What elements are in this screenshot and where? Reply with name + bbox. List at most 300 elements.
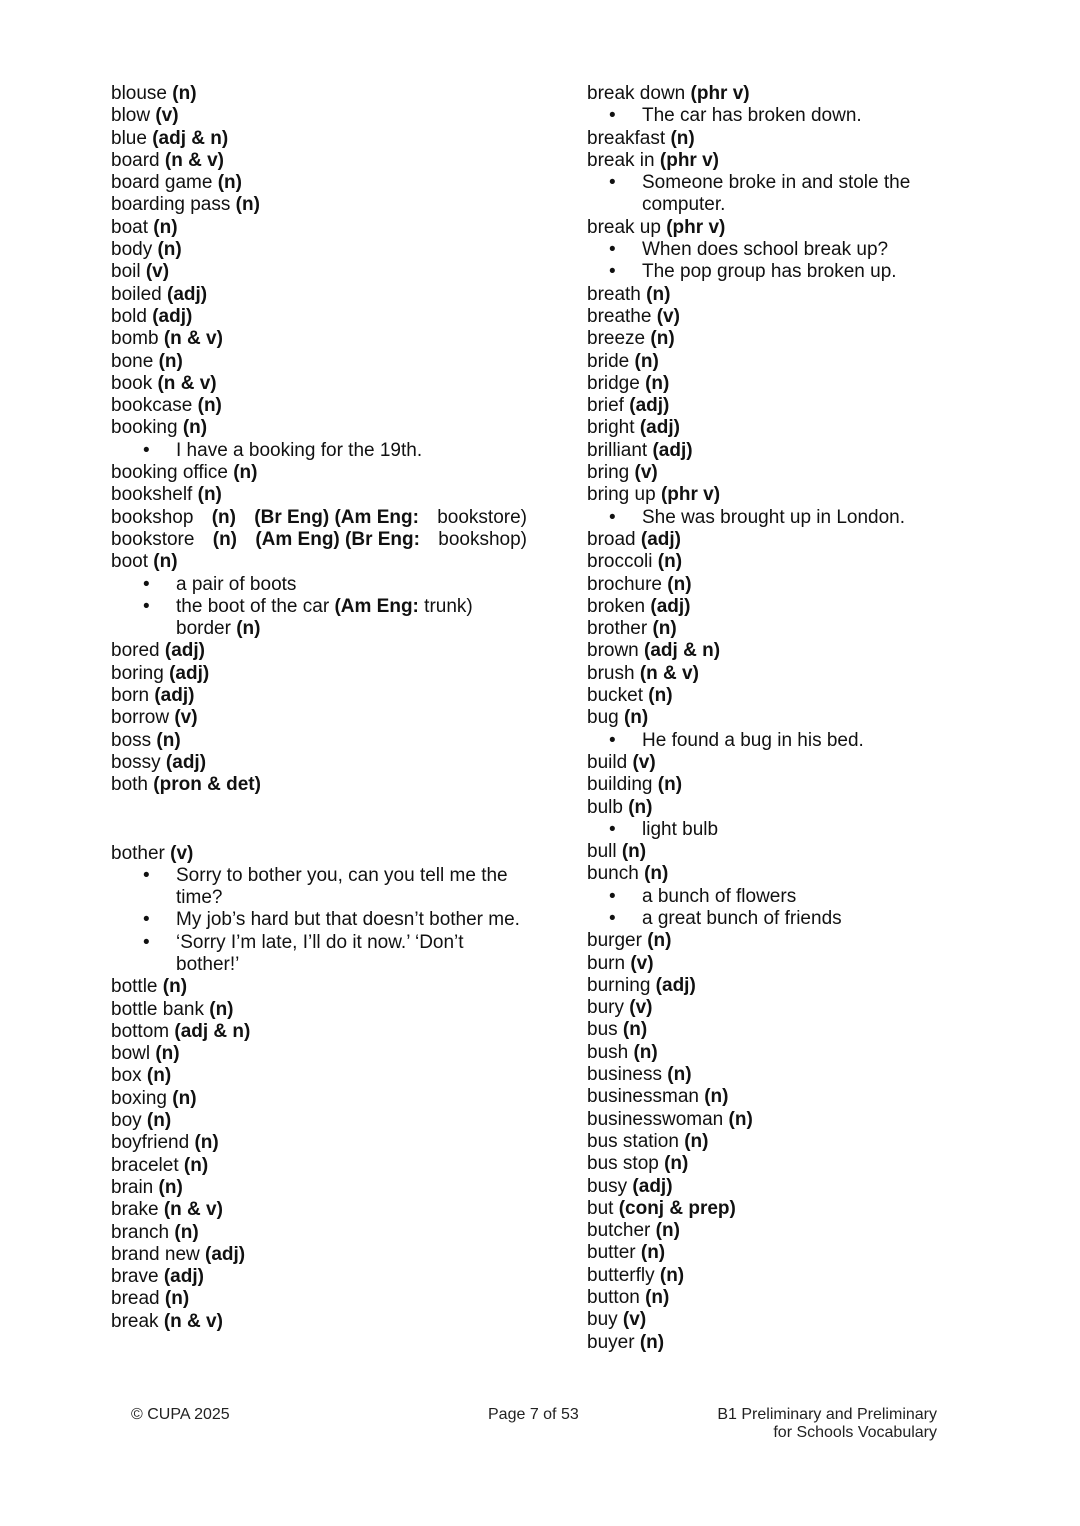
entry-word: broad (587, 528, 636, 550)
entry-part-of-speech: (n) (217, 172, 242, 194)
vocab-entry (111, 1244, 531, 1266)
entry-word: bossy (111, 751, 161, 773)
vocab-entry (111, 484, 531, 506)
entry-part-of-speech: (n) (640, 1242, 666, 1264)
vocab-entry (111, 1043, 531, 1065)
vocab-entry (587, 1265, 987, 1287)
entry-word: bright (587, 417, 635, 439)
entry-word: building (587, 774, 653, 796)
vocab-entry (111, 284, 531, 306)
entry-part-of-speech: (n) (659, 1264, 685, 1286)
entry-part-of-speech: (adj) (652, 439, 693, 461)
example-bullet: • ‘Sorry I’m late, I’ll do it now.’ ‘Don’t bother!’ (111, 932, 531, 977)
entry-word: bury (587, 997, 624, 1019)
entry-part-of-speech: (n) (155, 1043, 180, 1065)
entry-part-of-speech: (adj) (152, 305, 193, 327)
vocab-entry (587, 997, 987, 1019)
vocab-entry (587, 1019, 987, 1041)
entry-variant-word: bookshop) (438, 528, 527, 550)
entry-word: bookstore (111, 528, 195, 550)
entry-word: bomb (111, 328, 159, 350)
vocab-entry (111, 999, 531, 1021)
vocabulary-column-left (111, 83, 531, 1333)
vocab-entry (111, 1288, 531, 1310)
entry-part-of-speech: (n) (194, 1132, 219, 1154)
entry-part-of-speech: (n & v) (163, 1310, 223, 1332)
entry-part-of-speech: (adj) (154, 685, 195, 707)
vocab-entry (587, 1064, 987, 1086)
entry-word: build (587, 751, 628, 773)
entry-word: board game (111, 172, 213, 194)
vocab-entry (587, 685, 987, 707)
entry-part-of-speech: (n) (212, 528, 238, 550)
entry-word: businesswoman (587, 1108, 724, 1130)
footer-page-number: Page 7 of 53 (488, 1406, 579, 1423)
vocab-entry (111, 1266, 531, 1288)
entry-word: buyer (587, 1331, 635, 1353)
entry-word: body (111, 239, 153, 261)
entry-part-of-speech: (n) (645, 1287, 670, 1309)
vocab-entry (587, 707, 987, 729)
entry-word: borrow (111, 707, 170, 729)
entry-word: breathe (587, 305, 652, 327)
vocab-entry (587, 128, 987, 150)
entry-word: bring (587, 462, 630, 484)
vocab-entry (111, 1155, 531, 1177)
entry-part-of-speech: (n) (197, 395, 222, 417)
entry-word: butter (587, 1242, 636, 1264)
vocab-entry (587, 484, 987, 506)
entry-part-of-speech: (phr v) (660, 484, 721, 506)
entry-part-of-speech: (adj) (165, 751, 207, 773)
entry-word: brush (587, 662, 635, 684)
entry-word: booking (111, 417, 178, 439)
entry-part-of-speech: (n) (197, 484, 222, 506)
entry-word: bookcase (111, 395, 193, 417)
entry-part-of-speech: (n) (648, 685, 673, 707)
entry-part-of-speech: (n) (652, 618, 677, 640)
entry-part-of-speech: (n) (664, 1153, 689, 1175)
entry-part-of-speech: (n) (644, 863, 669, 885)
entry-word: boring (111, 662, 164, 684)
entry-word: bus stop (587, 1153, 659, 1175)
example-bullet: • a great bunch of friends (587, 908, 987, 930)
example-bullet: • I have a booking for the 19th. (111, 440, 531, 462)
vocab-entry (111, 1132, 531, 1154)
entry-word: bucket (587, 685, 643, 707)
entry-word: book (111, 372, 153, 394)
entry-part-of-speech: (adj & n) (644, 640, 721, 662)
vocab-entry (587, 1131, 987, 1153)
vocab-entry (111, 551, 531, 573)
entry-word: bracelet (111, 1154, 179, 1176)
entry-word: blue (111, 127, 147, 149)
entry-word: buy (587, 1309, 618, 1331)
entry-word: blow (111, 105, 151, 127)
vocab-entry (587, 863, 987, 885)
entry-word: bride (587, 350, 630, 372)
entry-part-of-speech: (n) (162, 976, 188, 998)
entry-part-of-speech: (n) (728, 1108, 753, 1130)
entry-part-of-speech: (n) (646, 283, 671, 305)
entry-part-of-speech: (v) (630, 952, 654, 974)
vocab-entry (111, 128, 531, 150)
vocab-entry (111, 1222, 531, 1244)
entry-word: broccoli (587, 551, 653, 573)
entry-word: butterfly (587, 1264, 655, 1286)
entry-word: broken (587, 595, 646, 617)
entry-part-of-speech: (v) (656, 305, 680, 327)
entry-part-of-speech: (n) (153, 551, 178, 573)
entry-word: busy (587, 1175, 628, 1197)
vocab-entry (587, 1109, 987, 1131)
entry-word: bring up (587, 484, 656, 506)
example-bullet (111, 596, 531, 641)
entry-part-of-speech: (v) (632, 751, 656, 773)
entry-word: butcher (587, 1220, 651, 1242)
entry-part-of-speech: (pron & det) (153, 774, 261, 796)
entry-part-of-speech: (v) (622, 1309, 647, 1331)
entry-word: break (111, 1310, 159, 1332)
entry-part-of-speech: (adj) (163, 1266, 204, 1288)
entry-word: boy (111, 1110, 142, 1132)
vocab-entry (587, 529, 987, 551)
vocab-entry (587, 1176, 987, 1198)
example-text: the boot of the car (176, 595, 335, 617)
entry-word: burger (587, 930, 642, 952)
vocab-entry (587, 440, 987, 462)
vocab-entry (111, 663, 531, 685)
entry-word: bookshelf (111, 484, 193, 506)
entry-part-of-speech: (n & v) (163, 1199, 223, 1221)
vocab-entry (111, 707, 531, 729)
entry-part-of-speech: (n) (174, 1221, 199, 1243)
entry-word: business (587, 1064, 662, 1086)
entry-part-of-speech: (n) (684, 1130, 709, 1152)
entry-part-of-speech: (n) (647, 930, 672, 952)
entry-word: bold (111, 305, 147, 327)
vocab-entry (111, 507, 527, 529)
vocab-entry (587, 1309, 987, 1331)
vocab-entry (587, 975, 987, 997)
entry-part-of-speech: (n) (633, 1041, 658, 1063)
entry-part-of-speech: (v) (629, 997, 653, 1019)
vocab-entry (587, 551, 987, 573)
example-variant-word: trunk) (418, 595, 473, 617)
entry-word: brother (587, 618, 648, 640)
vocab-entry (111, 976, 531, 998)
entry-word: break up (587, 216, 661, 238)
entry-word: button (587, 1287, 640, 1309)
vocab-entry (587, 1220, 987, 1242)
vocab-entry (111, 417, 531, 439)
vocab-entry (111, 105, 531, 127)
entry-word: boyfriend (111, 1132, 190, 1154)
entry-word: boil (111, 261, 141, 283)
vocab-entry (587, 841, 987, 863)
entry-part-of-speech: (v) (174, 707, 198, 729)
entry-part-of-speech: (v) (145, 261, 170, 283)
vocab-entry (111, 640, 531, 662)
example-bullet: • Someone broke in and stole the computer. (587, 172, 987, 217)
vocab-entry (111, 1199, 531, 1221)
vocab-entry (111, 1088, 531, 1110)
example-bullet: • The car has broken down. (587, 105, 987, 127)
entry-word: burning (587, 974, 651, 996)
vocab-entry (587, 351, 987, 373)
vocab-entry (111, 730, 531, 752)
entry-word: boot (111, 551, 148, 573)
entry-word: booking office (111, 462, 228, 484)
entry-part-of-speech: (n) (657, 774, 683, 796)
example-bullet: • light bulb (587, 819, 987, 841)
entry-word: blouse (111, 83, 167, 104)
example-bullet: • When does school break up? (587, 239, 987, 261)
vocab-entry (111, 217, 531, 239)
entry-part-of-speech: (n) (704, 1086, 729, 1108)
entry-variant-label: (Br Eng) (Am Eng: (254, 506, 419, 528)
entry-word: born (111, 685, 150, 707)
entry-part-of-speech: (n) (172, 1087, 197, 1109)
entry-word: breeze (587, 328, 646, 350)
example-bullet: • a bunch of flowers (587, 886, 987, 908)
vocab-entry (111, 1065, 531, 1087)
vocab-entry (587, 462, 987, 484)
vocab-entry (587, 395, 987, 417)
entry-part-of-speech: (v) (155, 105, 179, 127)
entry-part-of-speech: (phr v) (690, 83, 750, 104)
example-continuation-word: border (176, 618, 231, 640)
vocab-entry (587, 373, 987, 395)
entry-part-of-speech: (n) (211, 506, 236, 528)
entry-variant-word: bookstore) (437, 506, 527, 528)
entry-part-of-speech: (n) (670, 127, 695, 149)
vocab-entry (587, 953, 987, 975)
entry-part-of-speech: (n) (645, 372, 670, 394)
entry-part-of-speech: (n) (623, 707, 649, 729)
entry-word: boxing (111, 1087, 167, 1109)
entry-part-of-speech: (adj) (629, 395, 670, 417)
entry-part-of-speech: (n) (164, 1288, 190, 1310)
entry-word: bottle (111, 976, 158, 998)
entry-part-of-speech: (adj & n) (174, 1020, 251, 1042)
vocab-entry (587, 1198, 987, 1220)
entry-word: bored (111, 640, 160, 662)
vocab-entry (587, 306, 987, 328)
footer-document-title (717, 1406, 937, 1442)
entry-word: boiled (111, 283, 162, 305)
entry-part-of-speech: (n) (158, 1176, 183, 1198)
example-bullet: • The pop group has broken up. (587, 261, 987, 283)
entry-word: brown (587, 640, 639, 662)
entry-part-of-speech: (n) (650, 328, 675, 350)
vocab-entry (587, 596, 987, 618)
entry-part-of-speech: (n) (628, 796, 653, 818)
entry-part-of-speech: (adj) (167, 283, 208, 305)
example-variant-label: (Am Eng: (334, 595, 419, 617)
entry-part-of-speech: (adj) (655, 974, 696, 996)
entry-word: bottle bank (111, 998, 204, 1020)
footer-copyright: © CUPA 2025 (131, 1406, 230, 1423)
entry-variant-label: (Am Eng) (Br Eng: (255, 528, 420, 550)
entry-word: break down (587, 83, 686, 104)
vocab-entry (111, 752, 531, 774)
example-bullet: • He found a bug in his bed. (587, 730, 987, 752)
entry-part-of-speech: (n) (655, 1220, 680, 1242)
entry-part-of-speech: (n & v) (157, 372, 217, 394)
entry-word: breath (587, 283, 641, 305)
entry-part-of-speech: (n) (183, 1154, 209, 1176)
example-bullet: • She was brought up in London. (587, 507, 987, 529)
vocab-entry (587, 1153, 987, 1175)
entry-part-of-speech: (n) (182, 417, 208, 439)
vocab-entry (587, 284, 987, 306)
vocab-entry (111, 328, 531, 350)
entry-word: board (111, 149, 160, 171)
entry-word: bus (587, 1019, 618, 1041)
entry-part-of-speech: (n) (146, 1065, 172, 1087)
entry-part-of-speech: (adj) (639, 417, 680, 439)
vocab-entry (111, 462, 531, 484)
entry-word: boarding pass (111, 194, 231, 216)
entry-part-of-speech: (n) (153, 216, 178, 238)
entry-part-of-speech: (v) (170, 842, 194, 864)
footer-title-line1: B1 Preliminary and Preliminary (717, 1406, 937, 1423)
entry-part-of-speech: (n) (621, 841, 647, 863)
vocab-entry (587, 752, 987, 774)
entry-part-of-speech: (n) (639, 1331, 665, 1353)
entry-word: break in (587, 149, 655, 171)
entry-part-of-speech: (adj) (164, 640, 205, 662)
entry-word: bone (111, 350, 154, 372)
entry-part-of-speech: (n) (156, 729, 181, 751)
entry-word: brain (111, 1176, 154, 1198)
entry-part-of-speech: (adj) (650, 595, 691, 617)
vocab-entry (111, 685, 531, 707)
entry-part-of-speech: (n & v) (164, 149, 224, 171)
entry-word: branch (111, 1221, 170, 1243)
vocab-entry (111, 373, 531, 395)
vocab-entry (111, 150, 531, 172)
entry-word: bug (587, 707, 619, 729)
vocabulary-column-right (587, 83, 987, 1354)
vocab-entry (111, 83, 531, 105)
entry-word: bridge (587, 372, 640, 394)
entry-part-of-speech: (adj & n) (152, 127, 229, 149)
vocab-entry (111, 395, 531, 417)
column-gap (111, 797, 531, 843)
entry-word: bus station (587, 1130, 679, 1152)
entry-part-of-speech: (n) (235, 194, 260, 216)
entry-word: bread (111, 1288, 160, 1310)
entry-word: brilliant (587, 439, 648, 461)
vocab-entry (111, 172, 531, 194)
entry-part-of-speech: (n) (622, 1019, 648, 1041)
vocab-entry (111, 774, 531, 796)
entry-part-of-speech: (phr v) (666, 216, 726, 238)
example-bullet: • Sorry to bother you, can you tell me the time? (111, 865, 531, 910)
entry-word: bush (587, 1041, 629, 1063)
vocab-entry (587, 328, 987, 350)
vocab-entry (587, 150, 987, 172)
entry-word: brochure (587, 573, 662, 595)
entry-part-of-speech: (v) (634, 462, 658, 484)
entry-part-of-speech: (phr v) (659, 149, 719, 171)
entry-word: breakfast (587, 127, 666, 149)
entry-part-of-speech: (adj) (640, 528, 681, 550)
vocab-entry (587, 1332, 987, 1354)
vocab-entry (111, 1110, 531, 1132)
vocab-entry (111, 529, 527, 551)
entry-word: bother (111, 842, 165, 864)
vocab-entry (111, 1311, 531, 1333)
entry-word: but (587, 1197, 614, 1219)
entry-word: both (111, 774, 148, 796)
entry-word: bulb (587, 796, 623, 818)
entry-part-of-speech: (n & v) (163, 328, 223, 350)
vocab-entry (111, 1177, 531, 1199)
entry-word: brand new (111, 1243, 200, 1265)
entry-word: businessman (587, 1086, 699, 1108)
entry-part-of-speech: (n) (233, 462, 258, 484)
vocab-entry (587, 1242, 987, 1264)
vocab-entry (587, 797, 987, 819)
vocab-entry (111, 1021, 531, 1043)
vocab-entry (587, 663, 987, 685)
entry-part-of-speech: (n) (146, 1110, 172, 1132)
footer-title-line2: for Schools Vocabulary (773, 1424, 937, 1441)
entry-part-of-speech: (adj) (632, 1175, 673, 1197)
vocab-entry (587, 83, 987, 105)
entry-word: bull (587, 841, 617, 863)
entry-part-of-speech: (n & v) (639, 662, 699, 684)
vocab-entry (587, 417, 987, 439)
entry-part-of-speech: (conj & prep) (618, 1197, 736, 1219)
entry-word: brake (111, 1199, 159, 1221)
entry-part-of-speech: (n) (158, 350, 183, 372)
vocab-entry (587, 1287, 987, 1309)
entry-word: boss (111, 729, 152, 751)
entry-part-of-speech: (n) (209, 998, 234, 1020)
entry-part-of-speech: (n) (667, 573, 692, 595)
entry-word: bookshop (111, 506, 194, 528)
entry-word: bunch (587, 863, 639, 885)
vocab-entry (111, 306, 531, 328)
entry-word: burn (587, 952, 626, 974)
entry-part-of-speech: (adj) (205, 1243, 246, 1265)
entry-word: bowl (111, 1043, 151, 1065)
vocab-entry (587, 640, 987, 662)
entry-part-of-speech: (n) (157, 239, 182, 261)
entry-part-of-speech: (n) (667, 1064, 692, 1086)
vocab-entry (587, 774, 987, 796)
example-bullet: • a pair of boots (111, 574, 531, 596)
entry-word: brief (587, 395, 624, 417)
entry-part-of-speech: (n) (172, 83, 197, 104)
entry-part-of-speech: (n) (657, 551, 683, 573)
example-bullet: • My job’s hard but that doesn’t bother me. (111, 909, 531, 931)
entry-word: brave (111, 1266, 159, 1288)
vocab-entry (587, 574, 987, 596)
vocab-entry (587, 930, 987, 952)
vocab-entry (111, 351, 531, 373)
vocab-entry (587, 1042, 987, 1064)
vocab-entry (587, 618, 987, 640)
vocab-entry (587, 217, 987, 239)
entry-word: box (111, 1065, 142, 1087)
vocab-entry (111, 239, 531, 261)
entry-word: bottom (111, 1020, 170, 1042)
